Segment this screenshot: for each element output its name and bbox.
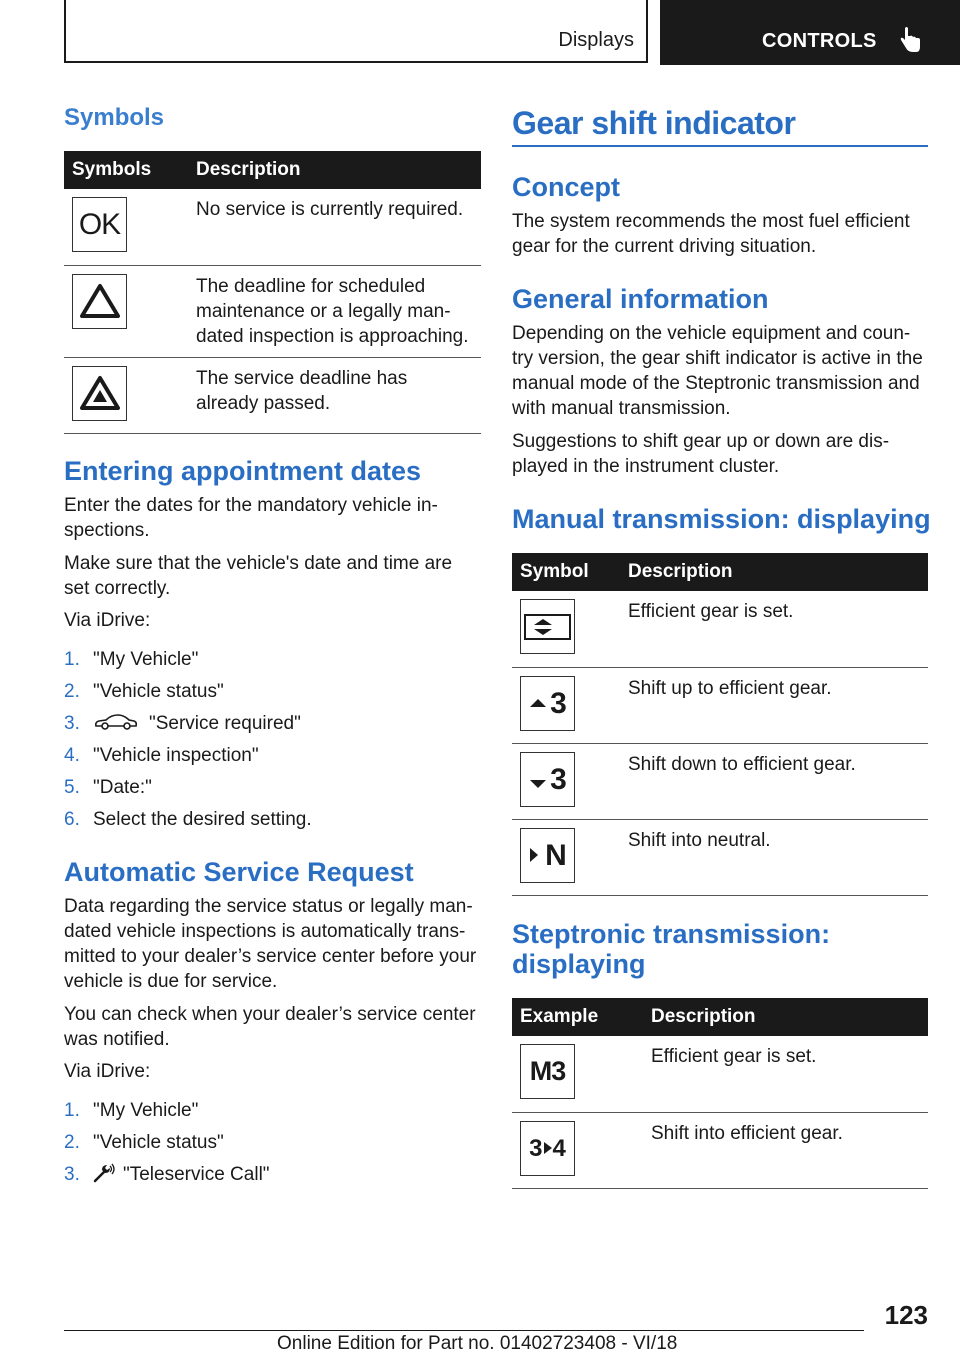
table-cell-description: Shift down to efficient gear.	[620, 743, 928, 819]
page-number: 123	[884, 1300, 928, 1330]
shift-down-icon: 3	[520, 752, 575, 807]
steptronic-heading-line-1: Steptronic transmission:	[512, 919, 831, 949]
table-cell-description: Efficient gear is set.	[620, 591, 928, 667]
table-cell-description: Shift into efficient gear.	[643, 1112, 928, 1188]
title-underline	[512, 145, 928, 147]
list-item: 4. "Vehicle inspection"	[64, 745, 259, 766]
table-row	[512, 667, 928, 743]
table-header-symbol: Symbol	[512, 553, 620, 591]
neutral-icon: N	[520, 828, 575, 883]
concept-paragraph: The system recommends the most fuel efficient gear for the current driving situation.	[512, 211, 910, 257]
wrench-icon	[93, 1163, 115, 1183]
general-information-heading: General information	[512, 284, 769, 314]
ok-icon: OK	[72, 197, 127, 252]
table-cell-description: Shift into neutral.	[620, 819, 928, 895]
asr-paragraph-2: You can check when your dealer’s service center was notified.	[64, 1004, 476, 1050]
automatic-service-request-heading: Automatic Service Request	[64, 857, 414, 887]
asr-paragraph-1: Data regarding the service status or legally man-dated vehicle inspections is automatically trans-mitted to your dealer’s service center before your vehicle is due for service.	[64, 896, 477, 992]
table-row	[64, 357, 481, 433]
table-cell-description: Efficient gear is set.	[643, 1036, 928, 1112]
header-chapter-title: CONTROLS	[762, 30, 877, 52]
list-item: 5. "Date:"	[64, 777, 152, 798]
table-header-description: Description	[188, 151, 481, 189]
manual-transmission-heading: Manual transmission: displaying	[512, 504, 931, 534]
warning-triangle-exclaim-icon	[72, 366, 127, 421]
entering-steps-list	[64, 647, 481, 839]
list-item: 1. "My Vehicle"	[64, 649, 199, 670]
warning-triangle-icon	[72, 274, 127, 329]
list-item: 3. "Teleservice Call"	[64, 1164, 270, 1185]
list-item: 6. Select the desired setting.	[64, 809, 312, 830]
edition-footer: Online Edition for Part no. 01402723408 - VI/18	[277, 1333, 678, 1354]
asr-steps-list	[64, 1098, 481, 1194]
list-item: 1. "My Vehicle"	[64, 1100, 199, 1121]
table-row	[512, 743, 928, 819]
pointing-hand-icon	[898, 26, 922, 54]
table-cell-description: The deadline for scheduled maintenance or a legally man-dated inspection is approaching.	[188, 265, 481, 357]
list-item: 2. "Vehicle status"	[64, 681, 224, 702]
efficient-gear-icon	[520, 599, 575, 654]
table-header-description: Description	[620, 553, 928, 591]
table-row	[512, 591, 928, 667]
table-cell-description: The service deadline has already passed.	[188, 357, 481, 433]
table-cell-description: No service is currently required.	[188, 189, 481, 265]
manual-transmission-table	[512, 553, 928, 896]
table-header-description: Description	[643, 998, 928, 1036]
three-to-four-icon: 3 4	[520, 1121, 575, 1176]
footer-divider	[64, 1330, 864, 1331]
general-paragraph-2: Suggestions to shift gear up or down are dis-played in the instrument cluster.	[512, 431, 890, 477]
steptronic-heading-line-2: displaying	[512, 949, 646, 979]
steptronic-table	[512, 998, 928, 1189]
list-item: 2. "Vehicle status"	[64, 1132, 224, 1153]
table-header-example: Example	[512, 998, 643, 1036]
entering-paragraph-3: Via iDrive:	[64, 610, 151, 631]
entering-dates-heading: Entering appointment dates	[64, 456, 422, 486]
table-row	[64, 189, 481, 265]
table-cell-description: Shift up to efficient gear.	[620, 667, 928, 743]
entering-paragraph-2: Make sure that the vehicle's date and time are set correctly.	[64, 553, 453, 599]
concept-heading: Concept	[512, 172, 620, 202]
table-row	[512, 819, 928, 895]
table-header-symbols: Symbols	[64, 151, 188, 189]
gear-shift-indicator-title: Gear shift indicator	[512, 105, 796, 141]
table-row	[512, 1036, 928, 1112]
car-icon	[93, 713, 139, 731]
entering-paragraph-1: Enter the dates for the mandatory vehicle in-spections.	[64, 495, 438, 541]
header-chapter-tab	[660, 0, 960, 65]
general-paragraph-1: Depending on the vehicle equipment and coun-try version, the gear shift indicator is active in the manual mode of the Steptronic transmission and with manual transmission.	[512, 323, 923, 419]
symbols-heading: Symbols	[64, 104, 165, 131]
header-section-title: Displays	[558, 29, 634, 51]
service-symbols-table	[64, 151, 481, 434]
table-row	[512, 1112, 928, 1188]
table-row	[64, 265, 481, 357]
m3-icon: M3	[520, 1044, 575, 1099]
asr-paragraph-3: Via iDrive:	[64, 1061, 151, 1082]
shift-up-icon: 3	[520, 676, 575, 731]
list-item: 3. "Service required"	[64, 713, 301, 734]
